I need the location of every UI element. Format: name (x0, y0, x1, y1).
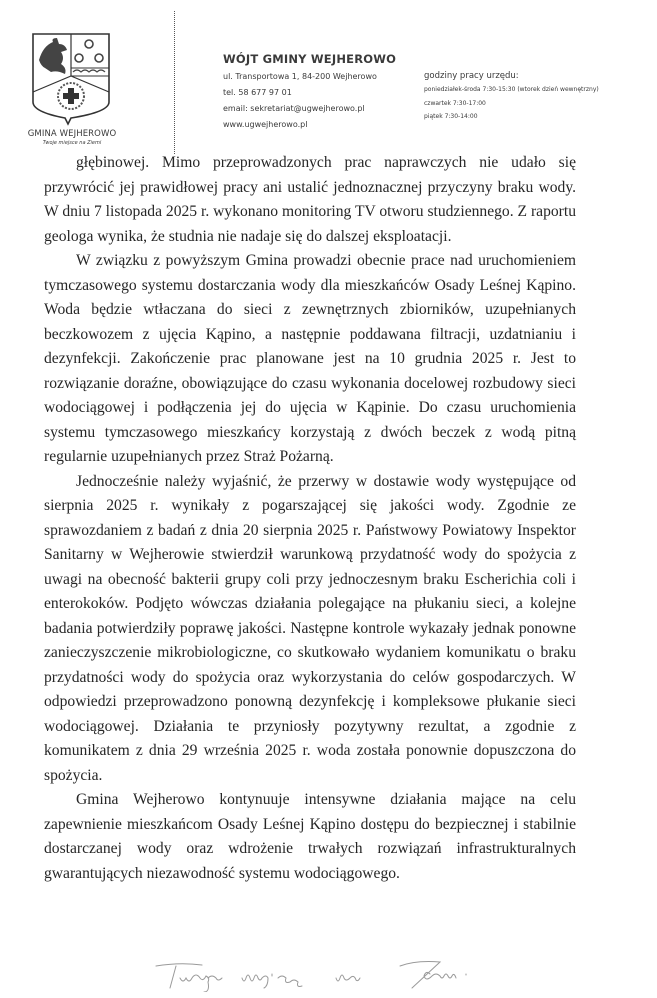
office-hours-title: godziny pracy urzędu: (424, 71, 519, 81)
org-motto: Twoje miejsce na Ziemi (42, 140, 102, 146)
handwritten-motto-footer (150, 952, 510, 992)
paragraph: W związku z powyższym Gmina prowadzi obecnie prace nad uruchomieniem tymczasowego systemu dostarczania wody dla mieszkańców Osady Leśnej Kąpino. Woda będzie wtłaczana do sieci z zewnętrznych zbiorników, uzupełnianych beczkowozem z ujęcia Kąpino, a następnie poddawana filtracji, uzdatnianiu i dezynfekcji. Zakończenie prac planowane jest na 10 grudnia 2025 r. Jest to rozwiązanie doraźne, obowiązujące do czasu wykonania docelowej rozbudowy sieci wodociągowej i podłączenia jej do ujęcia w Kąpinie. Do czasu uruchomienia systemu tymczasowego mieszkańcy korzystają z dwóch beczek z wodą pitną regularnie uzupełnianych przez Straż Pożarną. (44, 252, 576, 465)
office-hours-line: piątek 7:30-14:00 (424, 113, 478, 120)
phone: tel. 58 677 97 01 (223, 88, 292, 97)
org-name: GMINA WEJHEROWO (27, 129, 117, 139)
office-hours-line: poniedziałek-środa 7:30-15:30 (wtorek dzień wewnętrzny) (424, 86, 599, 93)
paragraph: Gmina Wejherowo kontynuuje intensywne działania mające na celu zapewnienie mieszkańcom Osady Leśnej Kąpino dostępu do bezpiecznej i stabilnie dostarczanej wody oraz wdrożenie trwałych rozwiązań infrastrukturalnych gwarantujących niezawodność systemu wodociągowego. (44, 791, 576, 882)
office-hours-line: czwartek 7:30-17:00 (424, 100, 486, 107)
coat-of-arms-logo (31, 32, 111, 128)
website: www.ugwejherowo.pl (223, 120, 308, 129)
header-divider (174, 11, 175, 154)
paragraph: głębinowej. Mimo przeprowadzonych prac naprawczych nie udało się przywrócić jej prawidłowej pracy ani ustalić jednoznacznej przyczyny braku wody. W dniu 7 listopada 2025 r. wykonano monitoring TV otworu studziennego. Z raportu geologa wynika, że studnia nie nadaje się do dalszej eksploatacji. (44, 154, 576, 245)
letter-body (44, 151, 576, 886)
email: email: sekretariat@ugwejherowo.pl (223, 104, 365, 113)
address: ul. Transportowa 1, 84-200 Wejherowo (223, 72, 377, 81)
letterhead-title: WÓJT GMINY WEJHEROWO (223, 52, 397, 66)
paragraph: Jednocześnie należy wyjaśnić, że przerwy w dostawie wody występujące od sierpnia 2025 r. wynikały z pogarszającej się jakości wody. Zgodnie ze sprawozdaniem z badań z dnia 20 sierpnia 2025 r. Państwowy Powiatowy Inspektor Sanitarny w Wejherowie stwierdził warunkową przydatność wody do spożycia z uwagi na obecność bakterii grupy coli przy jednoczesnym braku Escherichia coli i enterokoków. Podjęto wówczas działania polegające na płukaniu sieci, a kolejne badania potwierdziły poprawę jakości. Następne kontrole wykazały jednak ponowne zanieczyszczenie mikrobiologiczne, co skutkowało wydaniem komunikatu o braku przydatności wody do spożycia oraz wykorzystania do celów gospodarczych. W odpowiedzi przeprowadzono ponowną dezynfekcję i kompleksowe płukanie sieci wodociągowej. Działania te przyniosły pozytywny rezultat, a zgodnie z komunikatem z dnia 29 września 2025 r. woda została ponownie dopuszczona do spożycia. (44, 472, 576, 784)
